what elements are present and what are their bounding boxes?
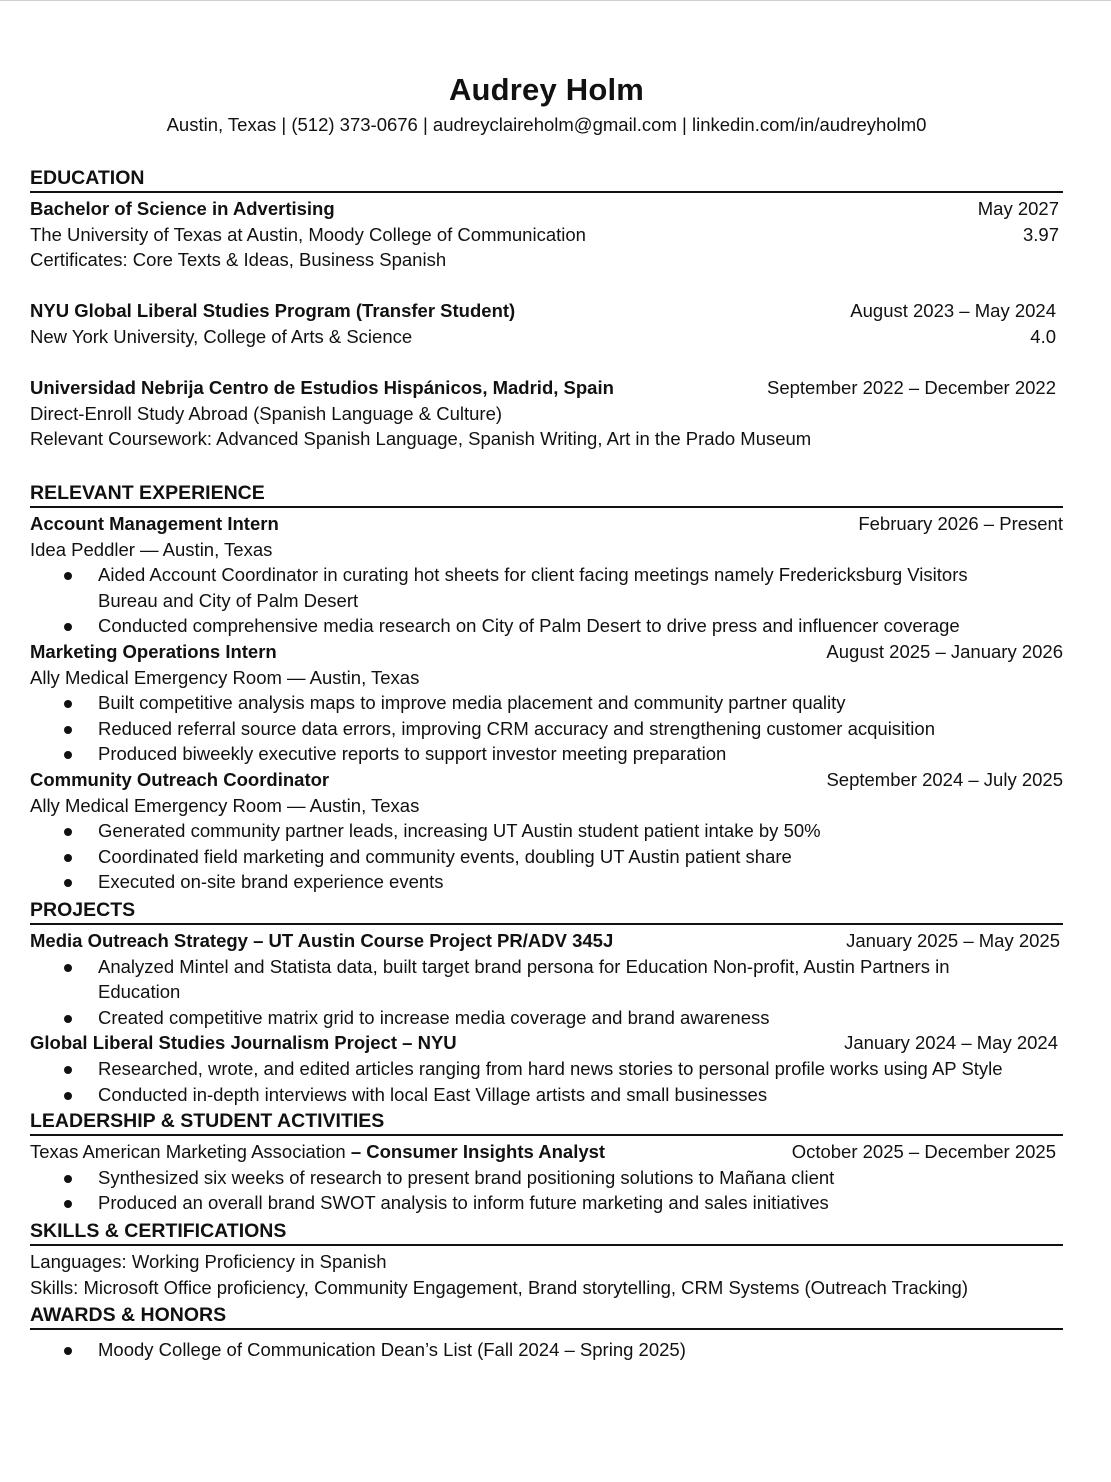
bullet-item: Generated community partner leads, increasing UT Austin student patient intake by 50% [30,818,1063,844]
coursework-line: Relevant Coursework: Advanced Spanish Language, Spanish Writing, Art in the Prado Museum [30,428,812,450]
project-entry [30,1030,1063,1107]
bullet-item: Analyzed Mintel and Statista data, built target brand persona for Education Non-profit, Austin Partners in Education [30,954,1063,1005]
bullet-icon [64,1200,72,1208]
gpa-value: 4.0 [1030,325,1056,347]
contact-line: Austin, Texas | (512) 373-0676 | audreyclaireholm@gmail.com | linkedin.com/in/audreyholm0 [166,114,927,135]
awards-section [30,1303,1063,1363]
leadership-section [30,1109,1063,1216]
education-section [30,166,1063,452]
program-title: Universidad Nebrija Centro de Estudios Hispánicos, Madrid, Spain [30,377,614,399]
bullet-item: Moody College of Communication Dean’s List (Fall 2024 – Spring 2025) [30,1337,1063,1363]
bullet-icon [64,1347,72,1355]
bullet-item: Created competitive matrix grid to increase media coverage and brand awareness [30,1005,1063,1031]
section-title-skills: SKILLS & CERTIFICATIONS [30,1219,1063,1246]
certificates-line: Certificates: Core Texts & Ideas, Business Spanish [30,249,447,271]
bullet-item: Conducted comprehensive media research on City of Palm Desert to drive press and influencer coverage [30,613,1063,639]
job-date: February 2026 – Present [858,513,1063,534]
bullet-item: Researched, wrote, and edited articles ranging from hard news stories to personal profile works using AP Style [30,1056,1063,1082]
bullet-icon [64,726,72,734]
bullet-item: Conducted in-depth interviews with local East Village artists and small businesses [30,1082,1063,1108]
bullet-icon [64,700,72,708]
bullet-icon [64,1092,72,1100]
section-title-projects: PROJECTS [30,898,1063,925]
job-entry [30,639,1063,767]
bullet-icon [64,1175,72,1183]
job-date: September 2024 – July 2025 [826,768,1063,790]
leadership-date: October 2025 – December 2025 [791,1141,1056,1162]
program-title: NYU Global Liberal Studies Program (Transfer Student) [30,300,516,322]
job-role: Community Outreach Coordinator [30,768,330,790]
projects-section [30,898,1063,1107]
bullet-item: Produced an overall brand SWOT analysis to inform future marketing and sales initiatives [30,1190,1063,1216]
section-title-leadership: LEADERSHIP & STUDENT ACTIVITIES [30,1109,1063,1136]
education-entry [30,196,1063,273]
education-date: May 2027 [977,198,1059,219]
bullet-item: Aided Account Coordinator in curating hot sheets for client facing meetings namely Fredericksburg Visitors Bureau and City of Palm Desert [30,562,1063,613]
bullet-item: Built competitive analysis maps to improve media placement and community partner quality [30,690,1063,716]
bullet-icon [64,879,72,887]
education-entry [30,375,1063,452]
bullet-icon [64,623,72,631]
skills-section [30,1219,1063,1300]
bullet-icon [64,572,72,580]
job-org: Idea Peddler — Austin, Texas [30,538,273,560]
section-title-education: EDUCATION [30,166,1063,193]
job-entry [30,511,1063,639]
bullet-icon [64,964,72,972]
job-entry [30,767,1063,895]
project-date: January 2024 – May 2024 [844,1032,1058,1054]
section-title-awards: AWARDS & HONORS [30,1303,1063,1330]
education-date: September 2022 – December 2022 [767,377,1056,399]
education-entry [30,298,1063,349]
job-role: Marketing Operations Intern [30,640,277,662]
education-date: August 2023 – May 2024 [850,300,1056,322]
languages-line: Languages: Working Proficiency in Spanish [30,1251,387,1272]
school-name: The University of Texas at Austin, Moody College of Communication [30,223,586,245]
bullet-icon [64,1066,72,1074]
leadership-org: Texas American Marketing Association [30,1141,346,1162]
resume-name: Audrey Holm [448,72,645,107]
top-border-line [0,0,1111,1]
job-org: Ally Medical Emergency Room — Austin, Texas [30,794,420,816]
project-title: Global Liberal Studies Journalism Project – NYU [30,1032,457,1054]
degree-title: Bachelor of Science in Advertising [30,198,335,219]
bullet-icon [64,854,72,862]
section-title-experience: RELEVANT EXPERIENCE [30,481,1063,508]
leadership-role: – Consumer Insights Analyst [350,1141,606,1162]
bullet-item: Coordinated field marketing and community events, doubling UT Austin patient share [30,844,1063,870]
project-date: January 2025 – May 2025 [846,930,1060,951]
school-name: New York University, College of Arts & Science [30,325,413,347]
job-role: Account Management Intern [30,513,279,534]
bullet-icon [64,828,72,836]
bullet-item: Executed on-site brand experience events [30,869,1063,895]
bullet-item: Produced biweekly executive reports to support investor meeting preparation [30,741,1063,767]
project-title: Media Outreach Strategy – UT Austin Course Project PR/ADV 345J [30,930,614,951]
program-description: Direct-Enroll Study Abroad (Spanish Language & Culture) [30,402,503,424]
job-date: August 2025 – January 2026 [826,640,1063,662]
gpa-value: 3.97 [1022,223,1059,245]
experience-section [30,481,1063,895]
bullet-item: Synthesized six weeks of research to present brand positioning solutions to Mañana client [30,1165,1063,1191]
job-org: Ally Medical Emergency Room — Austin, Texas [30,666,420,688]
project-entry [30,928,1063,1030]
skills-line: Skills: Microsoft Office proficiency, Community Engagement, Brand storytelling, CRM Systems (Outreach Tracking) [30,1276,968,1298]
bullet-icon [64,1015,72,1023]
bullet-icon [64,751,72,759]
bullet-item: Reduced referral source data errors, improving CRM accuracy and strengthening customer acquisition [30,716,1063,742]
